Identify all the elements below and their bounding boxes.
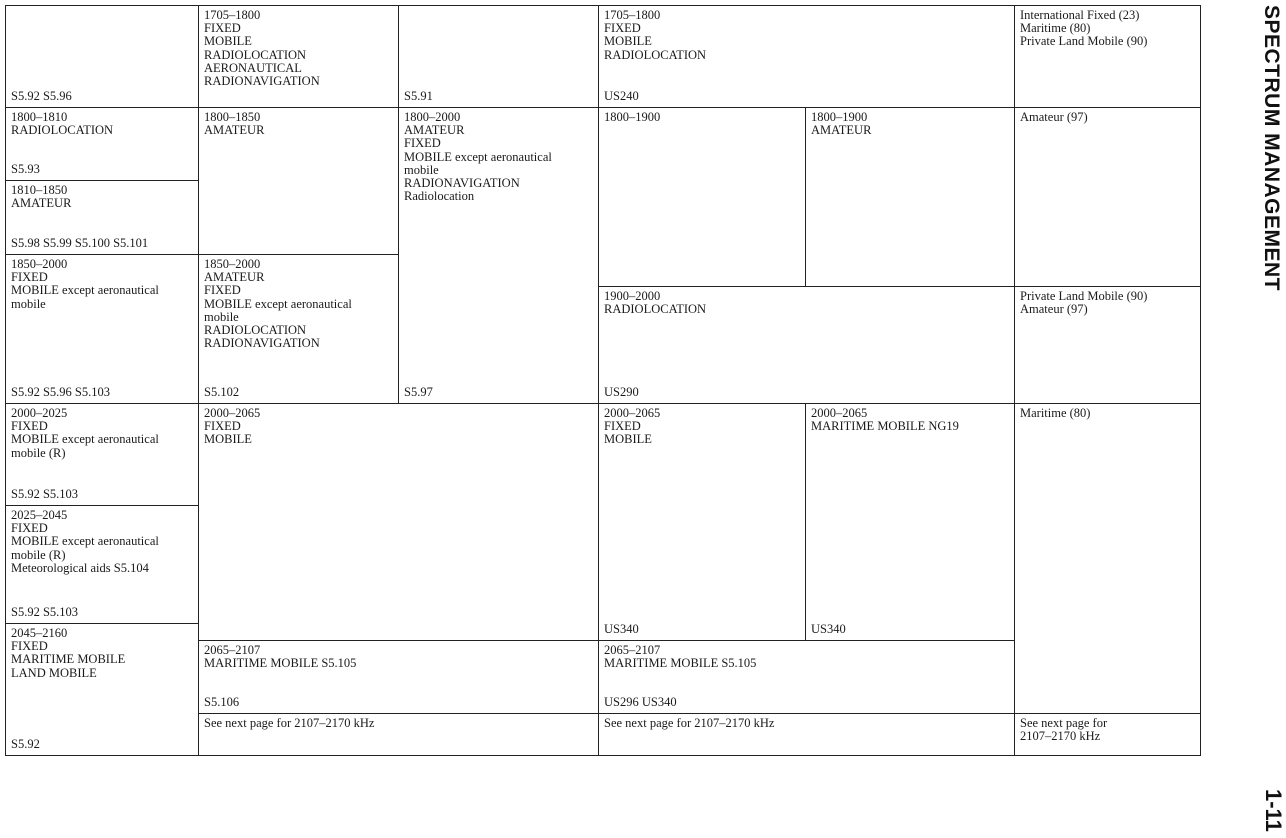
allocation-line: Radiolocation <box>404 189 475 204</box>
allocation-line: RADIONAVIGATION <box>204 336 320 351</box>
allocation-line: Maritime (80) <box>1020 21 1091 36</box>
allocation-line: MARITIME MOBILE S5.105 <box>204 656 357 671</box>
allocation-line: AMATEUR <box>811 123 872 138</box>
allocation-line: 1800–1810 <box>11 110 68 124</box>
allocation-line: AMATEUR <box>404 123 465 138</box>
allocation-line: MOBILE except aeronautical <box>11 283 159 298</box>
cell-region1-2025-2045 <box>5 505 199 624</box>
allocation-line: AMATEUR <box>204 270 265 285</box>
footnote-refs: US290 <box>604 384 639 399</box>
cell-fcc-rules-1705 <box>1014 5 1201 108</box>
allocation-line: MARITIME MOBILE NG19 <box>811 419 959 434</box>
allocation-line: See next page for 2107–2170 kHz <box>204 716 375 730</box>
allocation-line: FIXED <box>11 639 48 654</box>
footnote-refs: US340 <box>811 621 846 636</box>
cell-itu-region3-1705 <box>398 5 599 108</box>
allocation-line: See next page for 2107–2170 kHz <box>604 716 775 730</box>
allocation-line: MARITIME MOBILE <box>11 652 126 667</box>
allocation-line: 1800–1900 <box>811 110 868 124</box>
allocation-line: MOBILE <box>604 34 652 49</box>
allocation-line: 1705–1800 <box>204 8 261 22</box>
footnote-refs: S5.98 S5.99 S5.100 S5.101 <box>11 235 149 250</box>
cell-itu-region1-1705 <box>5 5 199 108</box>
allocation-line: Amateur (97) <box>1020 302 1088 317</box>
allocation-line: FIXED <box>11 270 48 285</box>
cell-fcc-maritime <box>1014 403 1201 714</box>
allocation-line: RADIOLOCATION <box>604 302 707 317</box>
allocation-line: 2000–2025 <box>11 406 68 420</box>
cell-region1-1800-1810 <box>5 107 199 181</box>
allocation-line: RADIONAVIGATION <box>204 74 320 89</box>
cell-region1-1810-1850 <box>5 180 199 255</box>
allocation-line: 2107–2170 kHz <box>1020 729 1101 744</box>
footnote-refs: S5.97 <box>404 384 433 399</box>
cell-region1-2045-2160 <box>5 623 199 756</box>
allocation-line: MOBILE <box>204 432 252 447</box>
allocation-line: 2000–2065 <box>204 406 261 420</box>
allocation-line: Private Land Mobile (90) <box>1020 289 1148 303</box>
allocation-line: 2065–2107 <box>604 643 661 657</box>
allocation-line: FIXED <box>204 21 241 36</box>
allocation-line: mobile (R) <box>11 445 66 460</box>
allocation-line: FIXED <box>11 521 48 536</box>
allocation-line: 2025–2045 <box>11 508 68 522</box>
allocation-line: RADIOLOCATION <box>11 123 114 138</box>
allocation-line: RADIONAVIGATION <box>404 176 520 191</box>
cell-us-2000-2065 <box>598 403 806 641</box>
footnote-refs: US340 <box>604 621 639 636</box>
allocation-line: FIXED <box>11 419 48 434</box>
allocation-line: RADIOLOCATION <box>204 47 307 62</box>
cell-us-1800-1900 <box>598 107 806 287</box>
allocation-line: MOBILE except aeronautical <box>11 432 159 447</box>
allocation-line: FIXED <box>204 419 241 434</box>
allocation-line: 1800–1900 <box>604 110 661 124</box>
allocation-line: MOBILE except aeronautical <box>11 534 159 549</box>
cell-region2-2065-2107 <box>198 640 599 714</box>
allocation-line: Meteorological aids S5.104 <box>11 560 149 575</box>
footnote-refs: S5.91 <box>404 88 433 103</box>
cell-us-1900-2000 <box>598 286 1015 404</box>
page-number: 1-11 <box>1261 789 1286 832</box>
footnote-refs: US240 <box>604 88 639 103</box>
allocation-line: FIXED <box>604 419 641 434</box>
cell-us-1705 <box>598 5 1015 108</box>
allocation-line: 1850–2000 <box>204 257 261 271</box>
cell-fcc-amateur <box>1014 107 1201 287</box>
allocation-line: MOBILE except aeronautical <box>204 296 352 311</box>
allocation-line: Maritime (80) <box>1020 406 1091 420</box>
allocation-line: 2000–2065 <box>811 406 868 420</box>
allocation-line: MOBILE <box>604 432 652 447</box>
cell-us-2065-2107 <box>598 640 1015 714</box>
allocation-line: See next page for <box>1020 716 1108 730</box>
allocation-line: 1900–2000 <box>604 289 661 303</box>
allocation-line: mobile <box>404 162 439 177</box>
allocation-line: 1810–1850 <box>11 183 68 197</box>
allocation-line: FIXED <box>604 21 641 36</box>
allocation-line: MARITIME MOBILE S5.105 <box>604 656 757 671</box>
allocation-line: AMATEUR <box>11 196 72 211</box>
allocation-line: FIXED <box>204 283 241 298</box>
allocation-line: 2045–2160 <box>11 626 68 640</box>
allocation-line: MOBILE <box>204 34 252 49</box>
allocation-line: Amateur (97) <box>1020 110 1088 124</box>
cell-region2-see-next-page <box>198 713 599 756</box>
cell-nonfed-2000-2065 <box>805 403 1015 641</box>
footnote-refs: S5.93 <box>11 161 40 176</box>
allocation-line: 1800–1850 <box>204 110 261 124</box>
allocation-line: 1850–2000 <box>11 257 68 271</box>
allocation-line: AMATEUR <box>204 123 265 138</box>
footnote-refs: S5.92 S5.103 <box>11 604 79 619</box>
footnote-refs: S5.92 S5.103 <box>11 486 79 501</box>
allocation-line: FIXED <box>404 136 441 151</box>
allocation-line: 2000–2065 <box>604 406 661 420</box>
cell-fcc-see-next-page <box>1014 713 1201 756</box>
cell-region1-1850-2000 <box>5 254 199 404</box>
footnote-refs: US296 US340 <box>604 694 677 709</box>
footnote-refs: S5.92 S5.96 <box>11 88 72 103</box>
allocation-line: LAND MOBILE <box>11 665 97 680</box>
allocation-line: 1800–2000 <box>404 110 461 124</box>
cell-region2-1800-1850 <box>198 107 399 255</box>
allocation-line: AERONAUTICAL <box>204 60 302 75</box>
allocation-line: mobile (R) <box>11 547 66 562</box>
cell-region2-1850-2000 <box>198 254 399 404</box>
allocation-line: RADIOLOCATION <box>204 323 307 338</box>
page-title: SPECTRUM MANAGEMENT <box>1260 5 1283 291</box>
allocation-line: 1705–1800 <box>604 8 661 22</box>
cell-nonfed-1800-1900 <box>805 107 1015 287</box>
cell-itu-region2-1705 <box>198 5 399 108</box>
allocation-line: International Fixed (23) <box>1020 8 1140 22</box>
footnote-refs: S5.92 S5.96 S5.103 <box>11 384 110 399</box>
footnote-refs: S5.92 <box>11 736 40 751</box>
allocation-line: RADIOLOCATION <box>604 47 707 62</box>
allocation-line: 2065–2107 <box>204 643 261 657</box>
allocation-line: MOBILE except aeronautical <box>404 149 552 164</box>
cell-region1-2000-2025 <box>5 403 199 506</box>
allocation-line: mobile <box>11 296 46 311</box>
allocation-line: mobile <box>204 309 239 324</box>
cell-region2-2000-2065 <box>198 403 599 641</box>
cell-fcc-plm-amateur <box>1014 286 1201 404</box>
cell-region3-1800-2000 <box>398 107 599 404</box>
cell-us-see-next-page <box>598 713 1015 756</box>
footnote-refs: S5.102 <box>204 384 240 399</box>
allocation-line: Private Land Mobile (90) <box>1020 34 1148 49</box>
footnote-refs: S5.106 <box>204 694 240 709</box>
